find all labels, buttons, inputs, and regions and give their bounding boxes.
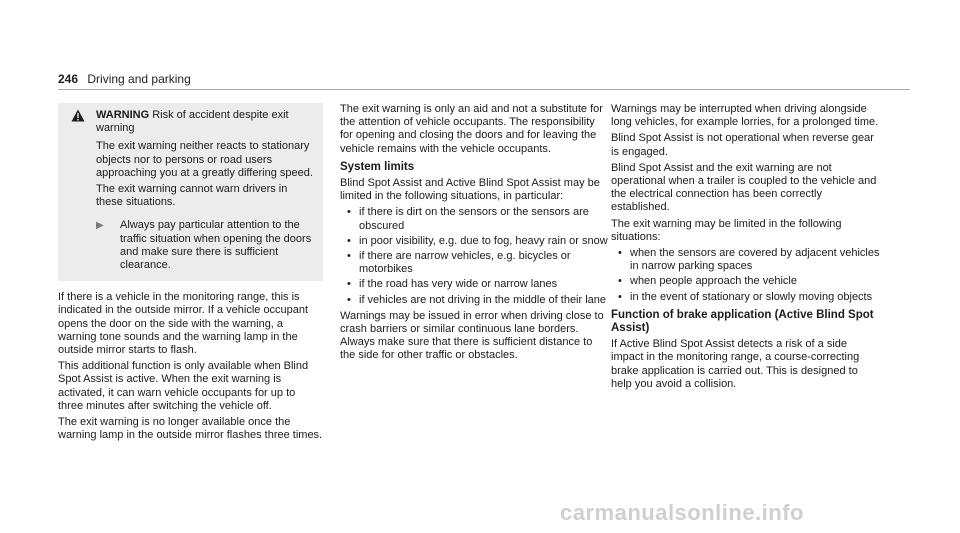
bullet-dot: • <box>347 293 351 306</box>
list-item-text: if there are narrow vehicles, e.g. bicycles or motorbikes <box>359 250 571 276</box>
warning-title: Risk of accident despite exit warning <box>96 109 289 135</box>
warning-label: WARNING <box>96 109 150 121</box>
list-item <box>340 250 610 276</box>
list-item <box>340 278 610 291</box>
list-item <box>611 247 881 273</box>
section-heading: System limits <box>340 160 415 173</box>
paragraph: If there is a vehicle in the monitoring range, this is indicated in the outside mirror. If a vehicle occupant opens the door on the side with the warning, a warning tone sounds and the warning lamp in the outside mirror starts to flash. <box>58 291 309 357</box>
bullet-dot: • <box>618 247 622 260</box>
column-3 <box>611 103 881 394</box>
header-divider <box>58 89 910 90</box>
page-header <box>58 72 191 86</box>
paragraph: Blind Spot Assist is not operational when reverse gear is engaged. <box>611 132 874 158</box>
list-item <box>340 235 610 248</box>
paragraph: If Active Blind Spot Assist detects a risk of a side impact in the monitoring range, a course-correcting brake application is carried out. This is designed to help you avoid a collision. <box>611 338 860 390</box>
paragraph: Warnings may be issued in error when driving close to crash barriers or similar continuous lane borders. Always make sure that there is sufficient distance to the side for other traffic or obstacles. <box>340 309 604 362</box>
bullet-list <box>611 247 881 304</box>
list-item-text: if there is dirt on the sensors or the sensors are obscured <box>359 206 589 232</box>
warning-action <box>71 219 313 272</box>
bullet-dot: • <box>347 206 351 219</box>
list-item <box>340 294 610 307</box>
paragraph: This additional function is only available when Blind Spot Assist is active. When the exit warning is activated, it can warn vehicle occupants for up to three minutes after switching the vehicle off. <box>58 360 309 412</box>
paragraph: The exit warning is only an aid and not a substitute for the attention of vehicle occupants. The responsibility for opening and closing the doors and for leaving the vehicle remains with the vehicle occupants. <box>340 103 603 155</box>
paragraph: Blind Spot Assist and the exit warning are not operational when a trailer is coupled to the vehicle and the electrical connection has been correctly established. <box>611 161 877 214</box>
list-item-text: in poor visibility, e.g. due to fog, heavy rain or snow <box>359 234 608 247</box>
list-item <box>611 291 881 304</box>
section-title: Driving and parking <box>87 72 191 86</box>
section-heading: Function of brake application (Active Blind Spot Assist) <box>611 308 874 335</box>
list-item-text: if the road has very wide or narrow lanes <box>359 278 558 291</box>
bullet-list <box>340 206 610 306</box>
warning-box <box>58 103 323 281</box>
list-item-text: in the event of stationary or slowly moving objects <box>630 290 873 303</box>
bullet-dot: • <box>618 275 622 288</box>
list-item-text: when people approach the vehicle <box>630 275 797 288</box>
warning-action-text: Always pay particular attention to the traffic situation when opening the doors and make sure there is sufficient clearance. <box>120 219 312 272</box>
page-number: 246 <box>58 72 79 86</box>
warning-triangle-icon <box>71 109 85 126</box>
bullet-dot: • <box>347 250 351 263</box>
paragraph: Blind Spot Assist and Active Blind Spot Assist may be limited in the following situations, in particular: <box>340 177 600 203</box>
paragraph: Warnings may be interrupted when driving alongside long vehicles, for example lorries, for a prolonged time. <box>611 103 879 129</box>
warning-text: The exit warning cannot warn drivers in these situations. <box>96 183 288 209</box>
warning-heading <box>96 109 313 135</box>
warning-header <box>71 109 313 135</box>
column-1 <box>58 103 323 445</box>
bullet-dot: • <box>618 290 622 303</box>
paragraph: The exit warning may be limited in the following situations: <box>611 217 842 243</box>
column-2 <box>340 103 610 366</box>
arrow-right-icon: ▶ <box>96 220 104 232</box>
list-item <box>340 206 610 232</box>
bullet-dot: • <box>347 278 351 291</box>
bullet-dot: • <box>347 234 351 247</box>
list-item-text: when the sensors are covered by adjacent vehicles in narrow parking spaces <box>630 247 880 273</box>
paragraph: The exit warning is no longer available once the warning lamp in the outside mirror flashes three times. <box>58 416 323 442</box>
list-item-text: if vehicles are not driving in the middle of their lane <box>359 293 607 306</box>
list-item <box>611 275 881 288</box>
watermark: carmanualsonline.info <box>560 500 804 525</box>
warning-text: The exit warning neither reacts to stationary objects nor to persons or road users approaching you at a greatly differing speed. <box>96 140 313 179</box>
